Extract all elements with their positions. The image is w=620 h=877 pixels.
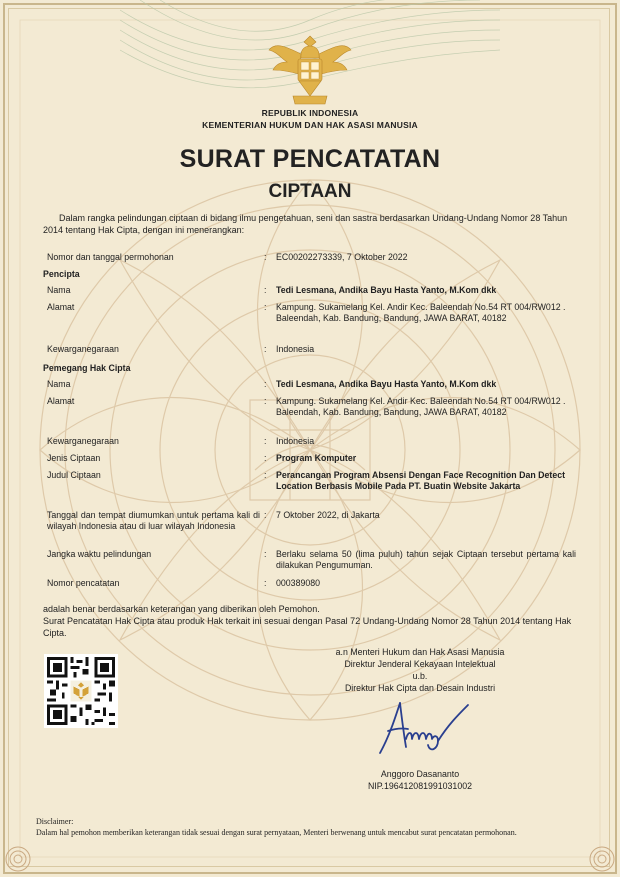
document-title: SURAT PENCATATAN [179, 145, 441, 173]
jenis-ciptaan: Program Komputer [276, 453, 357, 463]
nomor-pencatatan-label: Nomor pencatatan [47, 578, 120, 588]
section-pemegang: Pemegang Hak Cipta [43, 363, 131, 373]
pemegang-nama: Tedi Lesmana, Andika Bayu Hasta Yanto, M.Kom dkk [276, 379, 497, 389]
disclaimer-text: Dalam hal pemohon memberikan keterangan tidak sesuai dengan surat pernyataan, Menteri berwenang untuk mencabut surat pencatatan permohonan. [36, 828, 517, 837]
pemegang-kewarganegaraan-label: Kewarganegaraan [47, 436, 119, 446]
pemegang-kewarganegaraan: Indonesia [276, 436, 315, 446]
header-country: REPUBLIK INDONESIA [261, 108, 359, 118]
tanggal-diumumkan: 7 Oktober 2022, di Jakarta [276, 510, 380, 520]
certificate-page: REPUBLIK INDONESIA KEMENTERIAN HUKUM DAN HAK ASASI MANUSIA SURAT PENCATATAN CIPTAAN Dalam rangka pelindungan ciptaan di bidang ilmu pengetahuan, seni dan sastra berdasarkan Undang-Undang Nomor 28 Tahun 2014 tentang Hak Cipta, dengan ini menerangkan: Nomor dan tanggal permohonan : EC00202273339, 7 Oktober 2022 Pencipta Nama : Tedi Lesmana, Andika Bayu Hasta Yanto, M.Kom dkk Alamat : Kampung. Sukamelang Kel. Andir Kec. Baleendah No.54 RT 004/RW012 . Baleendah, Kab. Bandung, Bandung, JAWA BARAT, 40182 Kewarganegaraan : Indonesia Pemegang Hak Cipta Nama : Tedi Lesmana, Andika Bayu Hasta Yanto, M.Kom dkk Alamat : Kampung. Sukamelang Kel. Andir Kec. Baleendah No.54 RT 004/RW012 . Baleendah, Kab. Bandung, Bandung, JAWA BARAT, 40182 Kewarganegaraan : Indonesia Jenis Ciptaan : Program Komputer Judul Ciptaan : Perancangan Program Absensi Dengan Face Recognition Dan Detect Location Berbasis Mobile Pada PT. Buatin Website Jakarta Tanggal dan tempat diumumkan untuk pertama kali di wilayah Indonesia atau di luar wilayah Indonesia : 7 Oktober 2022, di Jakarta Jangka waktu pelindungan : Berlaku selama 50 (lima puluh) tahun sejak Ciptaan tersebut pertama kali dilakukan Pengumuman. Nomor pencatatan : 000389080 adalah benar berdasarkan keterangan yang diberikan oleh Pemohon. Surat Pencatatan Hak Cipta atau produk Hak terkait ini sesuai dengan Pasal 72 Undang-Undang Nomor 28 Tahun 2014 tentang Hak Cipta. a.n Menteri Hukum dan Hak Asasi Manusia Direktur Jenderal Kekayaan Intelektual u.b. Direktur Hak Cipta dan Desain Industri Anggoro Dasananto NIP.196412081991031002 Disclaimer: Dalam hal pemohon memberikan keterangan tidak sesuai dengan surat pernyataan, Menteri berwenang untuk mencabut surat pencatatan permohonan. [0, 0, 620, 877]
signature-line-1: a.n Menteri Hukum dan Hak Asasi Manusia [335, 647, 505, 657]
document-subtitle: CIPTAAN [268, 181, 352, 202]
qr-code-icon [44, 654, 118, 728]
judul-ciptaan: Perancangan Program Absensi Dengan Face Recognition Dan Detect Location Berbasis Mobile Pada PT. Buatin Website Jakarta [276, 470, 566, 492]
signature-line-2: Direktur Jenderal Kekayaan Intelektual [344, 659, 496, 669]
application-label: Nomor dan tanggal permohonan [47, 252, 174, 262]
tanggal-diumumkan-label: Tanggal dan tempat diumumkan untuk pertama kali di wilayah Indonesia atau di luar wilayah Indonesia [47, 510, 260, 532]
pemegang-nama-label: Nama [47, 379, 71, 389]
footer-line-1: adalah benar berdasarkan keterangan yang diberikan oleh Pemohon. [43, 604, 320, 614]
pencipta-kewarganegaraan-label: Kewarganegaraan [47, 344, 119, 354]
jenis-ciptaan-label: Jenis Ciptaan [47, 453, 101, 463]
header-ministry: KEMENTERIAN HUKUM DAN HAK ASASI MANUSIA [202, 120, 418, 130]
signer-name: Anggoro Dasananto [380, 769, 460, 779]
jangka-waktu-label: Jangka waktu pelindungan [47, 549, 152, 559]
judul-ciptaan-label: Judul Ciptaan [47, 470, 101, 480]
signature-line-3: u.b. [412, 671, 428, 681]
disclaimer [36, 816, 596, 838]
corner-seal-icon [4, 845, 32, 873]
jangka-waktu: Berlaku selama 50 (lima puluh) tahun sejak Ciptaan tersebut pertama kali dilakukan Pengumuman. [276, 549, 576, 571]
section-pencipta: Pencipta [43, 269, 80, 279]
pemegang-alamat: Kampung. Sukamelang Kel. Andir Kec. Baleendah No.54 RT 004/RW012 . Baleendah, Kab. Bandung, Bandung, JAWA BARAT, 40182 [276, 396, 566, 418]
pencipta-alamat: Kampung. Sukamelang Kel. Andir Kec. Baleendah No.54 RT 004/RW012 . Baleendah, Kab. Bandung, Bandung, JAWA BARAT, 40182 [276, 302, 566, 324]
signer-nip: NIP.196412081991031002 [367, 781, 473, 791]
application-value: EC00202273339, 7 Oktober 2022 [276, 252, 408, 262]
pencipta-nama: Tedi Lesmana, Andika Bayu Hasta Yanto, M.Kom dkk [276, 285, 497, 295]
intro-paragraph: Dalam rangka pelindungan ciptaan di bidang ilmu pengetahuan, seni dan sastra berdasarkan Undang-Undang Nomor 28 Tahun 2014 tentang Hak Cipta, dengan ini menerangkan: [43, 213, 568, 235]
signature-line-4: Direktur Hak Cipta dan Desain Industri [344, 683, 496, 693]
footer-line-2: Surat Pencatatan Hak Cipta atau produk Hak terkait ini sesuai dengan Pasal 72 Undang-Undang Nomor 28 Tahun 2014 tentang Hak Cipta. [43, 616, 572, 638]
pencipta-nama-label: Nama [47, 285, 71, 295]
pemegang-alamat-label: Alamat [47, 396, 75, 406]
pencipta-kewarganegaraan: Indonesia [276, 344, 315, 354]
garuda-emblem-icon [265, 32, 355, 112]
disclaimer-title: Disclaimer: [36, 817, 74, 826]
nomor-pencatatan: 000389080 [276, 578, 321, 588]
pencipta-alamat-label: Alamat [47, 302, 75, 312]
corner-seal-icon [588, 845, 616, 873]
signature-image [372, 695, 472, 765]
